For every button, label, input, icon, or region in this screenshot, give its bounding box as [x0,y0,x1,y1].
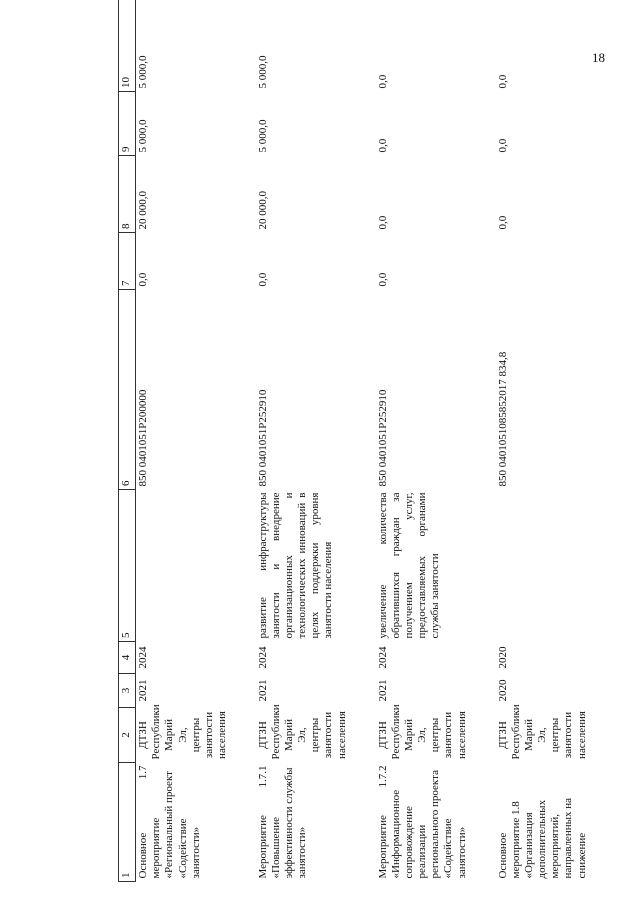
expected-result [496,490,616,642]
value-col10: 5 000,0 [137,55,149,89]
table-header-row [119,0,136,882]
col-header-8: 8 [119,156,136,233]
value-col10: 0,0 [376,74,389,89]
col-header-1: 1 [119,763,136,882]
budget-code: 850 0401051085852017 834,8 [496,351,509,487]
activity-title: мероприятие 1.8 «Организация дополнительных мероприятий, направленных на снижение [509,798,588,879]
executor: ДТЗН Республики Марий Эл, центры занятости населения [256,704,348,760]
value-col10: 5 000,0 [256,55,269,89]
value-col9: 0,0 [496,138,509,153]
value-col8: 20 000,0 [256,191,269,230]
executor: ДТЗН Республики Марий Эл, центры занятости населения [496,704,588,760]
activity-type: Мероприятие [256,815,269,879]
col-header-2: 2 [119,708,136,763]
activity-type: Основное [496,832,509,879]
expected-result: развитие инфраструктуры занятости и внедрение организационных и технологических инноваций в целях поддержки уровня занятости населения [256,492,335,639]
activity-title: мероприятие «Региональный проект «Содействие занятости» [150,771,202,879]
value-col7: 0,0 [256,272,269,287]
col-header-9: 9 [119,92,136,156]
col-header-4: 4 [119,642,136,674]
col-header-7: 7 [119,233,136,290]
value-col8: 0,0 [496,215,509,230]
budget-code: 850 0401051P252910 [256,389,269,487]
activity-name [136,763,256,882]
table-row [256,0,376,882]
expected-result: увеличение количества обратившихся граждан за получением услуг, предоставляемых органами службы занятости [376,492,442,639]
end-year: 2024 [376,646,389,669]
budget-code: 850 0401051P252910 [376,389,389,487]
start-year: 2020 [496,679,509,702]
activity-name [256,763,376,882]
end-year: 2024 [256,646,269,669]
table-row [136,0,256,882]
value-col7: 0,0 [376,272,389,287]
value-col8: 20 000,0 [137,191,149,230]
start-year: 2021 [137,679,149,702]
start-year: 2021 [256,679,269,702]
activity-title: «Повышение эффективности службы занятости» [269,767,309,879]
activity-number: 1.7 [137,765,149,780]
executor: ДТЗН Республики Марий Эл, центры занятости населения [376,704,468,760]
activity-name [376,763,496,882]
col-header-5: 5 [119,490,136,642]
activity-type: Мероприятие [376,815,389,879]
activity-name [496,763,616,882]
value-col9: 0,0 [376,138,389,153]
col-header-6: 6 [119,290,136,490]
end-year: 2024 [137,646,149,669]
executor: ДТЗН Республики Марий Эл, центры занятости населения [137,704,229,760]
col-header-10: 10 [119,0,136,92]
table-row [376,0,496,882]
rotated-table-wrapper [118,50,638,882]
value-col7 [496,233,616,290]
value-col10: 0,0 [496,74,509,89]
activity-number: 1.7.2 [376,765,389,788]
activity-type: Основное [137,832,149,879]
table-row [496,0,616,882]
expected-result [136,490,256,642]
activity-number: 1.7.1 [256,765,269,788]
value-col7: 0,0 [137,272,149,287]
col-header-3: 3 [119,674,136,708]
value-col9: 5 000,0 [137,119,149,153]
activity-title: «Информационное сопровождение реализации регионального проекта «Содействие занятости» [389,770,468,879]
start-year: 2021 [376,679,389,702]
end-year: 2020 [496,646,509,669]
program-table [118,0,616,882]
budget-code: 850 0401051P200000 [137,389,149,487]
page-number: 18 [592,50,605,65]
value-col9: 5 000,0 [256,119,269,153]
value-col8: 0,0 [376,215,389,230]
